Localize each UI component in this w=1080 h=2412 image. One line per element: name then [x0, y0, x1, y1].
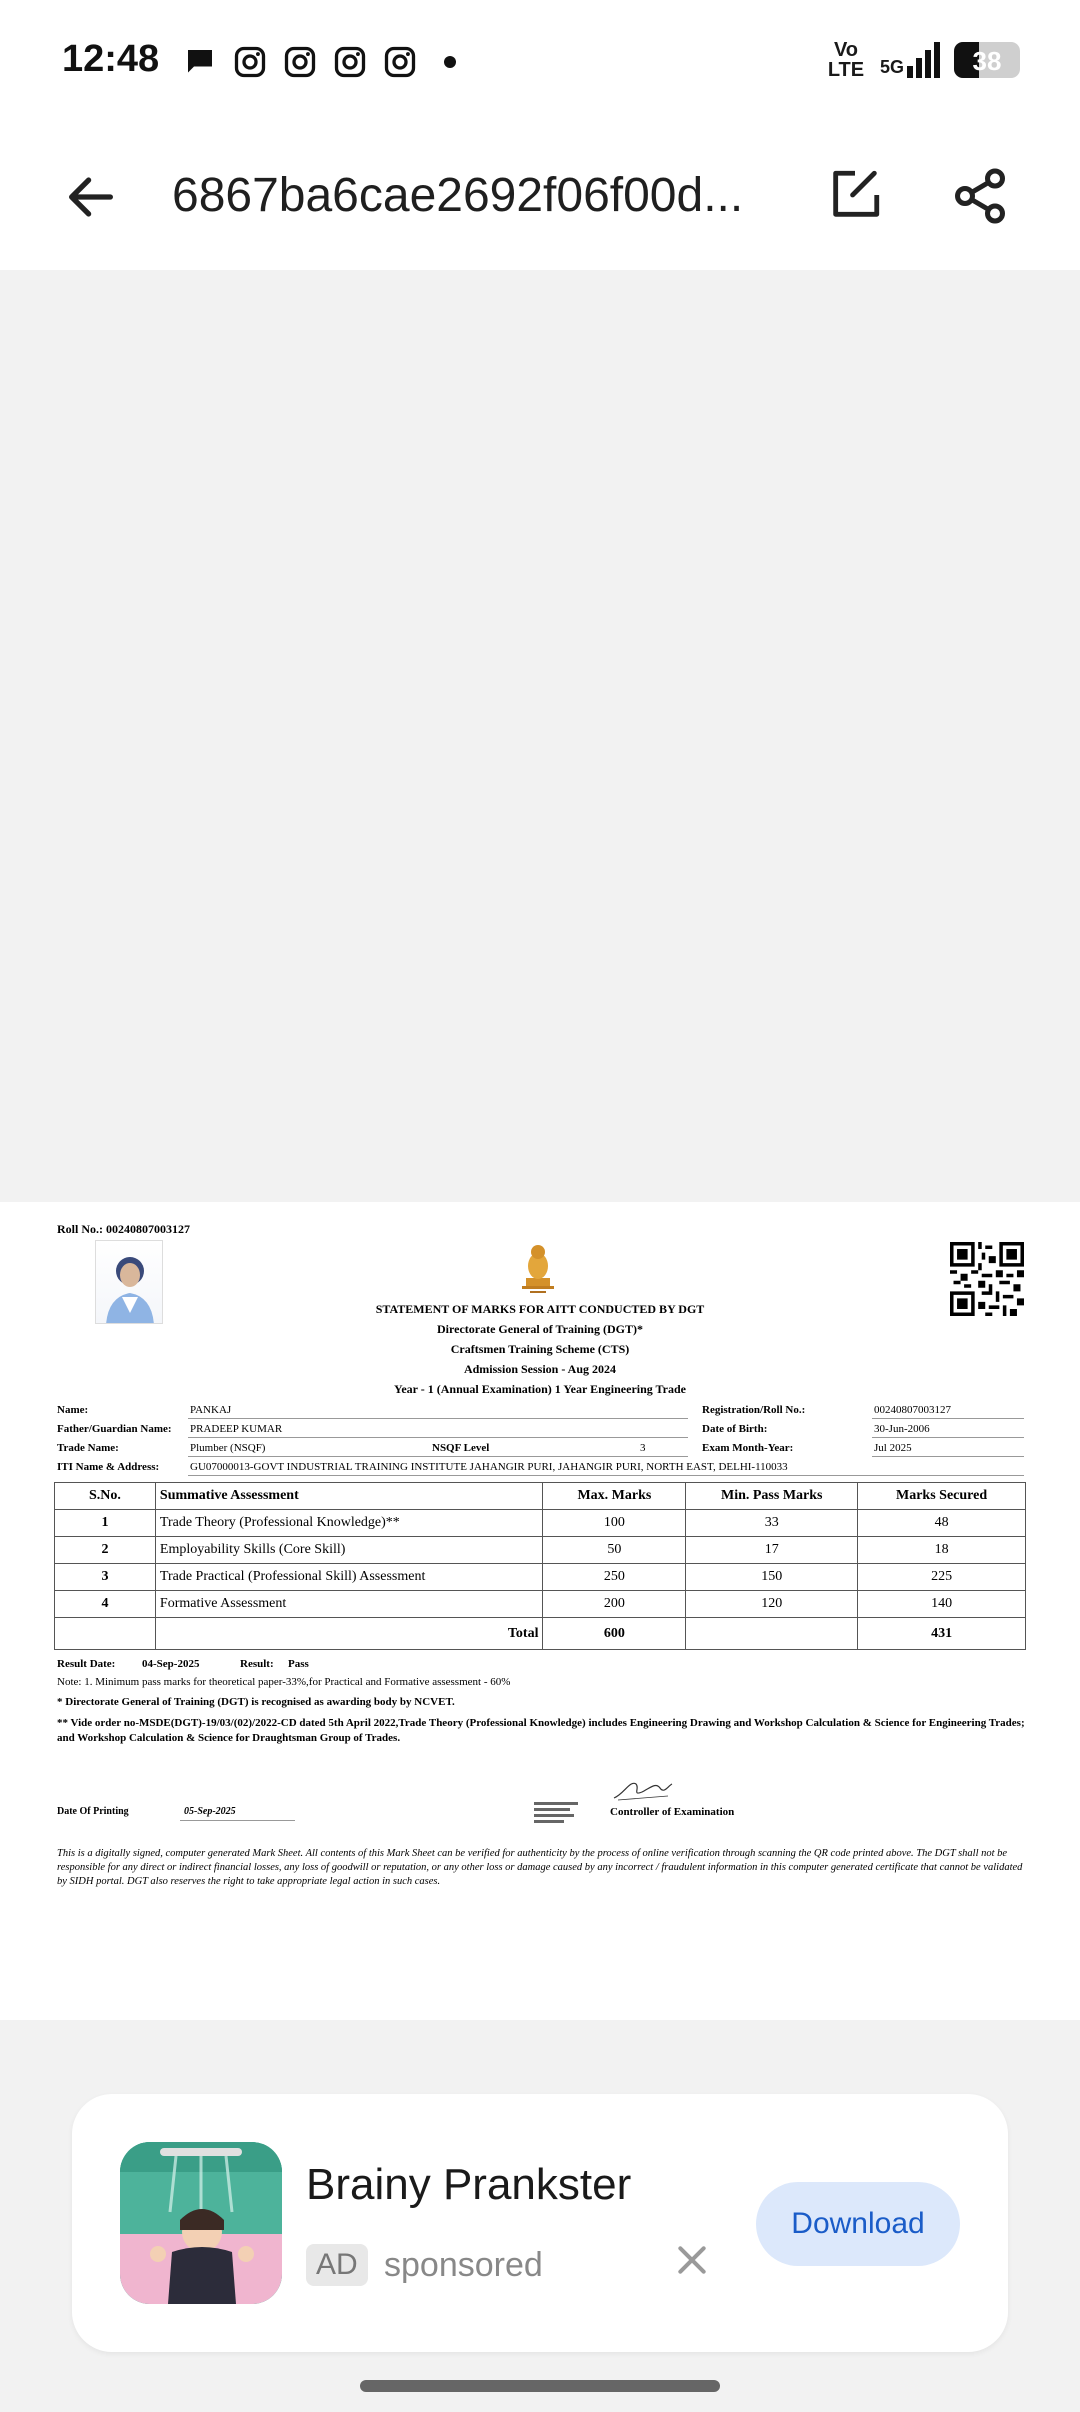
trade-value: Plumber (NSQF): [190, 1442, 266, 1454]
ad-sponsored-label: sponsored: [384, 2246, 543, 2284]
volte-indicator: Vo LTE: [827, 39, 865, 81]
row-sno: 2: [55, 1537, 156, 1564]
close-icon[interactable]: [672, 2240, 712, 2280]
table-header-row: [55, 1483, 1026, 1510]
row-secured: 48: [858, 1510, 1026, 1537]
row-min: 120: [686, 1591, 858, 1618]
notification-icons: [182, 44, 456, 80]
row-max: 50: [543, 1537, 686, 1564]
row-secured: 225: [858, 1564, 1026, 1591]
total-max: 600: [543, 1618, 686, 1650]
exam-label: Exam Month-Year:: [702, 1442, 794, 1454]
row-assessment: Formative Assessment: [155, 1591, 543, 1618]
network-type: 5G: [879, 57, 904, 77]
ad-app-icon[interactable]: [120, 2142, 282, 2304]
result-value: Pass: [288, 1658, 309, 1670]
marksheet-title: STATEMENT OF MARKS FOR AITT CONDUCTED BY DGT: [375, 1302, 705, 1316]
status-time: 12:48: [62, 38, 160, 80]
result-label: Result:: [240, 1658, 274, 1670]
signal-icon: [880, 42, 940, 78]
header-sno: S.No.: [55, 1483, 156, 1510]
row-sno: 1: [55, 1510, 156, 1537]
table-row: [55, 1510, 1026, 1537]
total-secured: 431: [858, 1618, 1026, 1650]
dob-value: 30-Jun-2006: [874, 1423, 930, 1435]
total-label: Total: [155, 1618, 543, 1650]
row-assessment: Employability Skills (Core Skill): [155, 1537, 543, 1564]
header-max: Max. Marks: [543, 1483, 686, 1510]
result-date-label: Result Date:: [57, 1658, 116, 1670]
marksheet-authority: Directorate General of Training (DGT)*: [437, 1322, 643, 1336]
header-secured: Marks Secured: [858, 1483, 1026, 1510]
registration-label: Registration/Roll No.:: [702, 1404, 806, 1416]
note-dgt: * Directorate General of Training (DGT) is recognised as awarding body by NCVET.: [57, 1696, 455, 1708]
note-pass-marks: Note: 1. Minimum pass marks for theoretical paper-33%,for Practical and Formative assessment - 60%: [57, 1676, 511, 1688]
row-min: 33: [686, 1510, 858, 1537]
digital-signature-stamp-icon: [532, 1798, 596, 1826]
row-min: 150: [686, 1564, 858, 1591]
chat-icon: [182, 44, 218, 80]
row-assessment: Trade Theory (Professional Knowledge)**: [155, 1510, 543, 1537]
row-sno: 4: [55, 1591, 156, 1618]
table-total-row: [55, 1618, 1026, 1650]
row-min: 17: [686, 1537, 858, 1564]
header-min: Min. Pass Marks: [686, 1483, 858, 1510]
row-secured: 18: [858, 1537, 1026, 1564]
note-order: ** Vide order no-MSDE(DGT)-19/03/(02)/2022-CD dated 5th April 2022,Trade Theory (Professional Knowledge) includes Engineering Drawing and Workshop Calculation & Science for Engineering Trades; and Workshop Calculation & Science for Draughtsman Group of Trades.: [57, 1717, 1025, 1744]
back-arrow-icon[interactable]: [62, 168, 120, 226]
ad-badge: AD: [306, 2244, 368, 2286]
trade-label: Trade Name:: [57, 1442, 119, 1454]
table-row: [55, 1537, 1026, 1564]
instagram-icon: [232, 44, 268, 80]
document-viewer[interactable]: [0, 270, 1080, 2412]
signature-icon: [612, 1774, 674, 1804]
row-max: 100: [543, 1510, 686, 1537]
father-label: Father/Guardian Name:: [57, 1423, 172, 1435]
father-value: PRADEEP KUMAR: [190, 1423, 283, 1435]
edit-icon[interactable]: [826, 166, 884, 224]
marksheet-year: Year - 1 (Annual Examination) 1 Year Engineering Trade: [393, 1382, 686, 1396]
name-value: PANKAJ: [190, 1404, 232, 1416]
row-assessment: Trade Practical (Professional Skill) Assessment: [155, 1564, 543, 1591]
file-title: 6867ba6cae2692f06f00d...: [172, 169, 744, 222]
marks-table: [54, 1482, 1026, 1650]
marksheet-page[interactable]: [0, 1202, 1080, 2020]
table-row: [55, 1564, 1026, 1591]
ad-title[interactable]: Brainy Prankster: [306, 2160, 632, 2209]
registration-value: 00240807003127: [874, 1404, 951, 1416]
instagram-icon: [282, 44, 318, 80]
roll-number: Roll No.: 00240807003127: [57, 1222, 190, 1236]
dob-label: Date of Birth:: [702, 1423, 768, 1435]
row-sno: 3: [55, 1564, 156, 1591]
nsqf-label: NSQF Level: [432, 1442, 490, 1454]
print-date-label: Date Of Printing: [57, 1806, 129, 1817]
instagram-icon: [382, 44, 418, 80]
battery-icon: [954, 42, 1020, 78]
gesture-nav-bar[interactable]: [360, 2380, 720, 2392]
battery-level: 38: [972, 46, 1002, 76]
row-max: 250: [543, 1564, 686, 1591]
iti-label: ITI Name & Address:: [57, 1461, 160, 1473]
system-icons: [826, 40, 1020, 80]
table-row: [55, 1591, 1026, 1618]
download-button[interactable]: Download: [756, 2182, 960, 2266]
iti-value: GU07000013-GOVT INDUSTRIAL TRAINING INSTITUTE JAHANGIR PURI, JAHANGIR PURI, NORTH EAST, DELHI-110033: [190, 1461, 788, 1473]
result-date: 04-Sep-2025: [142, 1658, 200, 1670]
controller-of-examination: Controller of Examination: [610, 1806, 735, 1818]
nsqf-value: 3: [640, 1442, 646, 1454]
more-notifications-dot: [444, 56, 456, 68]
share-icon[interactable]: [950, 166, 1010, 226]
row-secured: 140: [858, 1591, 1026, 1618]
national-emblem-icon: [518, 1238, 558, 1296]
header-assessment: Summative Assessment: [155, 1483, 543, 1510]
marksheet-session: Admission Session - Aug 2024: [463, 1362, 617, 1376]
print-date: 05-Sep-2025: [184, 1806, 236, 1817]
ad-banner[interactable]: [72, 2094, 1008, 2352]
status-bar: [0, 0, 1080, 120]
exam-value: Jul 2025: [874, 1442, 912, 1454]
disclaimer: This is a digitally signed, computer generated Mark Sheet. All contents of this Mark Sheet can be verified for authenticity by the process of online verification through scanning the QR code printed above. The DGT shall not be responsible for any direct or indirect financial losses, any loss of goodwill or reputation, or any other loss or damage caused by any incorrect / fraudulent information in this computer generated certificate that cannot be validated by SIDH portal. DGT also reserves the right to take appropriate legal action in such cases.: [57, 1848, 1023, 1887]
instagram-icon: [332, 44, 368, 80]
row-max: 200: [543, 1591, 686, 1618]
app-bar: [0, 120, 1080, 270]
name-label: Name:: [57, 1404, 89, 1416]
marksheet-scheme: Craftsmen Training Scheme (CTS): [450, 1342, 630, 1356]
